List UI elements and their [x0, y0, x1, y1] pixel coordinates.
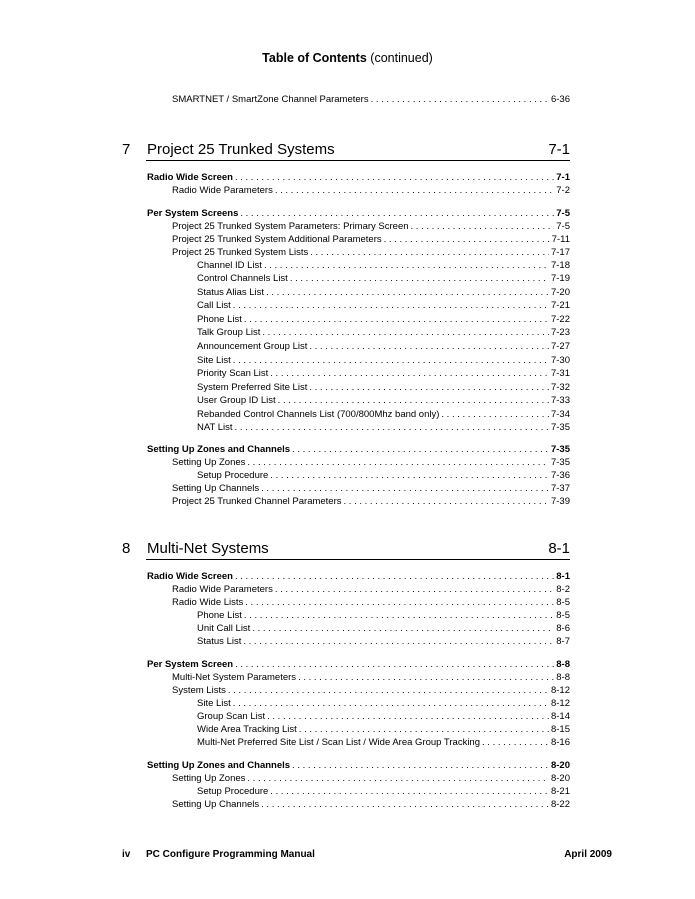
toc-entry-label: SMARTNET / SmartZone Channel Parameters — [172, 94, 369, 105]
dot-leader — [278, 394, 549, 407]
toc-entry-page: 7-2 — [556, 185, 570, 196]
dot-leader — [441, 408, 549, 421]
toc-entry-page: 7-39 — [550, 496, 570, 507]
toc-entry-page: 7-5 — [556, 221, 570, 232]
toc-entry-label: Setting Up Zones — [172, 773, 246, 784]
toc-entry-page: 8-1 — [556, 571, 570, 582]
toc-entry[interactable] — [197, 710, 570, 723]
dot-leader — [264, 259, 549, 272]
dot-leader — [244, 609, 554, 622]
toc-entry[interactable] — [172, 246, 570, 259]
toc-entry-label: Status List — [197, 636, 242, 647]
toc-entry[interactable] — [197, 259, 570, 272]
toc-entry[interactable] — [197, 697, 570, 710]
dot-leader — [270, 469, 549, 482]
toc-entry-label: Setting Up Zones and Channels — [147, 444, 291, 455]
toc-entry-label: Radio Wide Parameters — [172, 185, 273, 196]
dot-leader — [261, 482, 549, 495]
toc-entry-label: Radio Wide Screen — [147, 172, 233, 183]
dot-leader — [235, 570, 554, 583]
dot-leader — [411, 220, 555, 233]
dot-leader — [298, 671, 554, 684]
toc-entry-page: 8-15 — [550, 724, 570, 735]
dot-leader — [267, 710, 549, 723]
toc-entry-page: 7-23 — [550, 327, 570, 338]
toc-entry[interactable] — [197, 272, 570, 285]
dot-leader — [245, 596, 554, 609]
toc-title: Table of Contents — [262, 51, 367, 65]
dot-leader — [233, 299, 549, 312]
footer-date: April 2009 — [564, 849, 612, 860]
toc-entry-page: 8-2 — [556, 584, 570, 595]
toc-entry[interactable] — [197, 736, 570, 749]
toc-entry-label: Setting Up Channels — [172, 799, 260, 810]
toc-entry-label: Radio Wide Screen — [147, 571, 233, 582]
toc-entry[interactable] — [147, 443, 570, 456]
dot-leader — [235, 658, 554, 671]
toc-entry[interactable] — [197, 326, 570, 339]
toc-entry-page: 8-20 — [550, 773, 570, 784]
toc-entry-label: System Preferred Site List — [197, 382, 308, 393]
toc-entry-label: Project 25 Trunked System Parameters: Primary Screen — [172, 221, 409, 232]
dot-leader — [299, 723, 549, 736]
toc-entry[interactable] — [172, 495, 570, 508]
dot-leader — [247, 772, 549, 785]
chapter-divider — [146, 559, 570, 560]
chapter-page: 8-1 — [548, 540, 570, 557]
toc-entry-label: Channel ID List — [197, 260, 262, 271]
toc-entry-page: 7-27 — [550, 341, 570, 352]
dot-leader — [344, 495, 549, 508]
toc-entry-label: Announcement Group List — [197, 341, 308, 352]
toc-entry[interactable] — [172, 798, 570, 811]
dot-leader — [240, 207, 554, 220]
dot-leader — [235, 171, 554, 184]
toc-entry[interactable] — [172, 456, 570, 469]
toc-entry-label: Site List — [197, 698, 231, 709]
chapter-title: Project 25 Trunked Systems — [147, 141, 335, 158]
toc-entry[interactable] — [197, 367, 570, 380]
toc-entry[interactable] — [197, 609, 570, 622]
toc-entry[interactable] — [197, 723, 570, 736]
toc-entry-page: 7-34 — [550, 409, 570, 420]
toc-entry[interactable] — [147, 759, 570, 772]
toc-entry-label: System Lists — [172, 685, 226, 696]
dot-leader — [262, 326, 549, 339]
dot-leader — [247, 456, 549, 469]
toc-entry-label: Radio Wide Parameters — [172, 584, 273, 595]
toc-entry[interactable] — [172, 671, 570, 684]
dot-leader — [310, 246, 549, 259]
toc-entry-label: Control Channels List — [197, 273, 288, 284]
chapter-title: Multi-Net Systems — [147, 540, 269, 557]
dot-leader — [275, 184, 554, 197]
toc-entry-page: 7-5 — [556, 208, 570, 219]
toc-entry[interactable] — [197, 299, 570, 312]
toc-entry-page: 8-22 — [550, 799, 570, 810]
chapter-divider — [146, 160, 570, 161]
toc-entry-label: Setup Procedure — [197, 470, 269, 481]
toc-entry[interactable] — [197, 394, 570, 407]
toc-entry-label: Radio Wide Lists — [172, 597, 244, 608]
toc-entry[interactable] — [197, 354, 570, 367]
dot-leader — [309, 340, 549, 353]
toc-entry-page: 8-16 — [550, 737, 570, 748]
toc-entry[interactable] — [172, 233, 570, 246]
toc-entry[interactable] — [197, 381, 570, 394]
dot-leader — [243, 635, 554, 648]
toc-entry-label: User Group ID List — [197, 395, 276, 406]
toc-entry[interactable] — [197, 635, 570, 648]
toc-entry-page: 7-31 — [550, 368, 570, 379]
toc-entry[interactable] — [172, 772, 570, 785]
chapter-number: 8 — [122, 540, 131, 557]
toc-entry-page: 7-32 — [550, 382, 570, 393]
toc-entry-page: 7-19 — [550, 273, 570, 284]
chapter-page: 7-1 — [548, 141, 570, 158]
page-header — [0, 51, 695, 65]
toc-entry[interactable] — [172, 482, 570, 495]
chapter-number: 7 — [122, 141, 131, 158]
toc-entry-label: Rebanded Control Channels List (700/800Mhz band only) — [197, 409, 440, 420]
dot-leader — [292, 443, 549, 456]
toc-entry[interactable] — [172, 583, 570, 596]
dot-leader — [233, 697, 549, 710]
toc-entry[interactable] — [172, 93, 570, 106]
toc-entry-label: Site List — [197, 355, 231, 366]
toc-entry-page: 8-21 — [550, 786, 570, 797]
footer-page-number: iv — [122, 849, 131, 860]
dot-leader — [290, 272, 549, 285]
toc-entry-label: Project 25 Trunked System Lists — [172, 247, 309, 258]
toc-entry[interactable] — [197, 313, 570, 326]
toc-entry-page: 7-33 — [550, 395, 570, 406]
toc-entry-label: Multi-Net System Parameters — [172, 672, 297, 683]
toc-entry[interactable] — [147, 658, 570, 671]
toc-entry-page: 7-11 — [551, 234, 570, 245]
footer-manual-title: PC Configure Programming Manual — [146, 849, 315, 860]
toc-entry[interactable] — [197, 785, 570, 798]
toc-entry-label: Call List — [197, 300, 231, 311]
toc-entry-page: 7-37 — [550, 483, 570, 494]
toc-entry-page: 8-12 — [550, 685, 570, 696]
toc-entry-label: Setting Up Zones — [172, 457, 246, 468]
toc-entry-page: 7-1 — [556, 172, 570, 183]
toc-entry[interactable] — [147, 570, 570, 583]
dot-leader — [252, 622, 554, 635]
dot-leader — [261, 798, 549, 811]
toc-entry-label: Per System Screen — [147, 659, 234, 670]
dot-leader — [482, 736, 549, 749]
toc-entry[interactable] — [172, 684, 570, 697]
toc-entry-page: 8-8 — [556, 659, 570, 670]
dot-leader — [384, 233, 550, 246]
toc-entry-page: 8-5 — [556, 610, 570, 621]
toc-entry-page: 7-20 — [550, 287, 570, 298]
toc-entry-label: Status Alias List — [197, 287, 265, 298]
toc-entry-label: Wide Area Tracking List — [197, 724, 297, 735]
dot-leader — [309, 381, 549, 394]
toc-entry-label: Project 25 Trunked Channel Parameters — [172, 496, 342, 507]
toc-entry-label: NAT List — [197, 422, 233, 433]
toc-entry[interactable] — [172, 596, 570, 609]
toc-entry-label: Project 25 Trunked System Additional Parameters — [172, 234, 382, 245]
dot-leader — [233, 354, 549, 367]
toc-entry-label: Setup Procedure — [197, 786, 269, 797]
toc-entry-label: Setting Up Channels — [172, 483, 260, 494]
dot-leader — [266, 286, 549, 299]
toc-entry-page: 8-5 — [556, 597, 570, 608]
toc-entry-page: 7-35 — [550, 444, 570, 455]
dot-leader — [270, 367, 549, 380]
toc-entry[interactable] — [197, 469, 570, 482]
toc-entry-page: 7-21 — [550, 300, 570, 311]
toc-entry[interactable] — [197, 408, 570, 421]
toc-entry[interactable] — [172, 220, 570, 233]
page-footer — [122, 849, 612, 860]
toc-entry-page: 7-36 — [550, 470, 570, 481]
toc-entry[interactable] — [147, 207, 570, 220]
toc-entry[interactable] — [197, 340, 570, 353]
toc-entry-label: Phone List — [197, 314, 242, 325]
toc-entry[interactable] — [147, 171, 570, 184]
toc-entry-page: 7-35 — [550, 457, 570, 468]
toc-entry[interactable] — [197, 622, 570, 635]
toc-entry[interactable] — [172, 184, 570, 197]
toc-entry-page: 8-8 — [556, 672, 570, 683]
toc-entry-page: 6-36 — [550, 94, 570, 105]
toc-entry-page: 8-14 — [550, 711, 570, 722]
dot-leader — [235, 421, 549, 434]
dot-leader — [292, 759, 549, 772]
toc-entry-label: Multi-Net Preferred Site List / Scan List / Wide Area Group Tracking — [197, 737, 481, 748]
toc-entry-page: 7-30 — [550, 355, 570, 366]
toc-entry-label: Setting Up Zones and Channels — [147, 760, 291, 771]
toc-title-continued: (continued) — [366, 51, 433, 65]
toc-entry-label: Priority Scan List — [197, 368, 269, 379]
toc-entry-label: Talk Group List — [197, 327, 261, 338]
toc-entry[interactable] — [197, 421, 570, 434]
toc-entry-page: 7-35 — [550, 422, 570, 433]
dot-leader — [270, 785, 549, 798]
toc-entry-label: Per System Screens — [147, 208, 239, 219]
dot-leader — [244, 313, 549, 326]
toc-entry-page: 7-18 — [550, 260, 570, 271]
dot-leader — [275, 583, 554, 596]
toc-entry-page: 7-22 — [550, 314, 570, 325]
toc-entry-label: Group Scan List — [197, 711, 266, 722]
dot-leader — [371, 93, 549, 106]
toc-entry[interactable] — [197, 286, 570, 299]
toc-entry-page: 8-6 — [556, 623, 570, 634]
toc-entry-page: 8-12 — [550, 698, 570, 709]
toc-entry-label: Unit Call List — [197, 623, 251, 634]
toc-entry-label: Phone List — [197, 610, 242, 621]
toc-entry-page: 8-7 — [556, 636, 570, 647]
toc-entry-page: 7-17 — [550, 247, 570, 258]
dot-leader — [228, 684, 549, 697]
toc-entry-page: 8-20 — [550, 760, 570, 771]
